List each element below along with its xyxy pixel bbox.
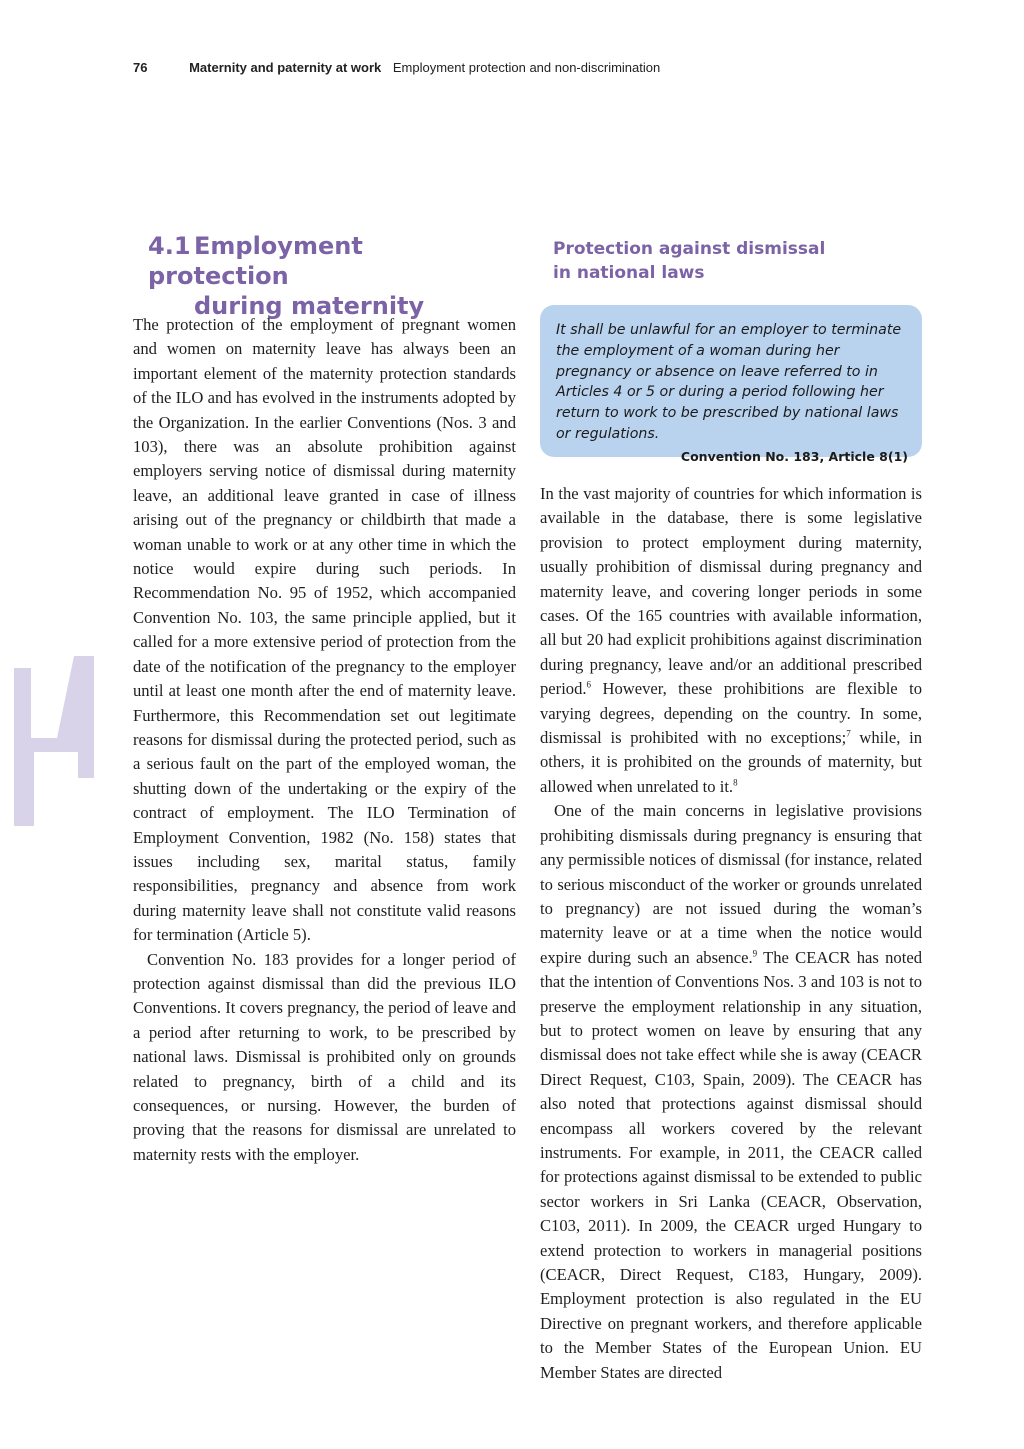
book-title: Maternity and paternity at work bbox=[189, 60, 382, 75]
box-title-line1: Protection against dismissal bbox=[553, 239, 826, 259]
chapter-number-tab bbox=[14, 656, 94, 826]
quote-text: It shall be unlawful for an employer to terminate the employment of a woman during her pregnancy or absence on leave referred to in Articles 4 or 5 or during a period following her return to work to be prescribed by national laws or regulations. bbox=[556, 322, 902, 442]
section-title-line2: during maternity bbox=[194, 292, 425, 320]
footnote-ref[interactable]: 7 bbox=[846, 728, 851, 739]
chapter-title: Employment protection and non-discrimination bbox=[392, 60, 661, 75]
section-title bbox=[148, 231, 488, 321]
box-title-line2: in national laws bbox=[553, 263, 705, 283]
footnote-ref[interactable]: 9 bbox=[752, 948, 758, 959]
paragraph bbox=[540, 799, 922, 1385]
footnote-ref[interactable]: 6 bbox=[586, 679, 592, 690]
box-title bbox=[553, 237, 913, 285]
text-run: However, these prohibitions are flexible to varying degrees, depending on the country. In some, dismissal is prohibited with no exceptions; bbox=[540, 679, 922, 748]
chapter-number-glyph bbox=[14, 656, 94, 826]
footnote-ref[interactable]: 8 bbox=[733, 777, 738, 788]
quote-source: Convention No. 183, Article 8(1) bbox=[680, 448, 908, 464]
right-column bbox=[540, 482, 922, 1385]
paragraph: The protection of the employment of pregnant women and women on maternity leave has always been an important element of the maternity protection standards of the ILO and has evolved in the instruments adopted by the Organization. In the earlier Conventions (Nos. 3 and 103), there was an absolute prohibition against employers serving notice of dismissal during maternity leave, an additional leave granted in case of illness arising out of the pregnancy or childbirth that made a woman unable to work or at any other time in which the notice would expire during such periods. In Recommendation No. 95 of 1952, which accompanied Convention No. 103, the same principle applied, but it called for a more extensive period of protection from the date of the notification of the pregnancy to the employer until at least one month after the end of maternity leave. Furthermore, this Recommendation set out legitimate reasons for dismissal during the protected period, such as a serious fault on the part of the employed woman, the shutting down of the undertaking or the expiry of the contract of employment. The ILO Termination of Employment Convention, 1982 (No. 158) states that issues including sex, marital status, family responsibilities, pregnancy and absence from work during maternity leave shall not constitute valid reasons for termination (Article 5). bbox=[133, 315, 516, 945]
left-column bbox=[133, 313, 516, 1167]
section-number: 4.1 bbox=[148, 232, 191, 260]
page-number: 76 bbox=[133, 60, 148, 75]
quote-box bbox=[540, 305, 922, 464]
paragraph bbox=[540, 482, 922, 799]
text-run: In the vast majority of countries for which information is available in the database, there is some legislative provision to protect employment during maternity, usually prohibition of dismissal during pregnancy and maternity leave, and covering longer periods in some cases. Of the 165 countries with available information, all but 20 had explicit prohibitions against discrimination during pregnancy, leave and/or an additional prescribed period. bbox=[540, 484, 922, 699]
text-run: while, in others, it is prohibited on the grounds of maternity, but allowed when unrelated to it. bbox=[540, 728, 922, 796]
running-header bbox=[133, 60, 660, 75]
paragraph: Convention No. 183 provides for a longer period of protection against dismissal than did the previous ILO Conventions. It covers pregnancy, the period of leave and a period after returning to work, to be prescribed by national laws. Dismissal is prohibited only on grounds related to pregnancy, birth of a child and its consequences, or nursing. However, the burden of proving that the reasons for dismissal are unrelated to maternity rests with the employer. bbox=[133, 949, 516, 1164]
text-run: The CEACR has noted that the intention of Conventions Nos. 3 and 103 is not to preserve the employment relationship in any situation, but to protect women on leave by ensuring that any dismissal does not take effect while she is away (CEACR Direct Request, C103, Spain, 2009). The CEACR has also noted that protections against dismissal should encompass all workers covered by the relevant instruments. For example, in 2011, the CEACR called for protections against dismissal to be extended to public sector workers in Sri Lanka (CEACR, Observation, C103, 2011). In 2009, the CEACR urged Hungary to extend protection to workers in managerial positions (CEACR, Direct Request, C183, Hungary, 2009). Employment protection is also regulated in the EU Directive on pregnant workers, and therefore applicable to the Member States of the European Union. EU Member States are directed bbox=[540, 947, 922, 1382]
text-run: One of the main concerns in legislative provisions prohibiting dismissals during pregnancy is ensuring that any permissible notices of dismissal (for instance, related to serious misconduct of the worker or grounds unrelated to pregnancy) are not issued during the woman’s maternity leave or at a time when the notice would expire during such an absence. bbox=[540, 801, 922, 967]
section-title-line1: Employment protection bbox=[148, 232, 363, 290]
